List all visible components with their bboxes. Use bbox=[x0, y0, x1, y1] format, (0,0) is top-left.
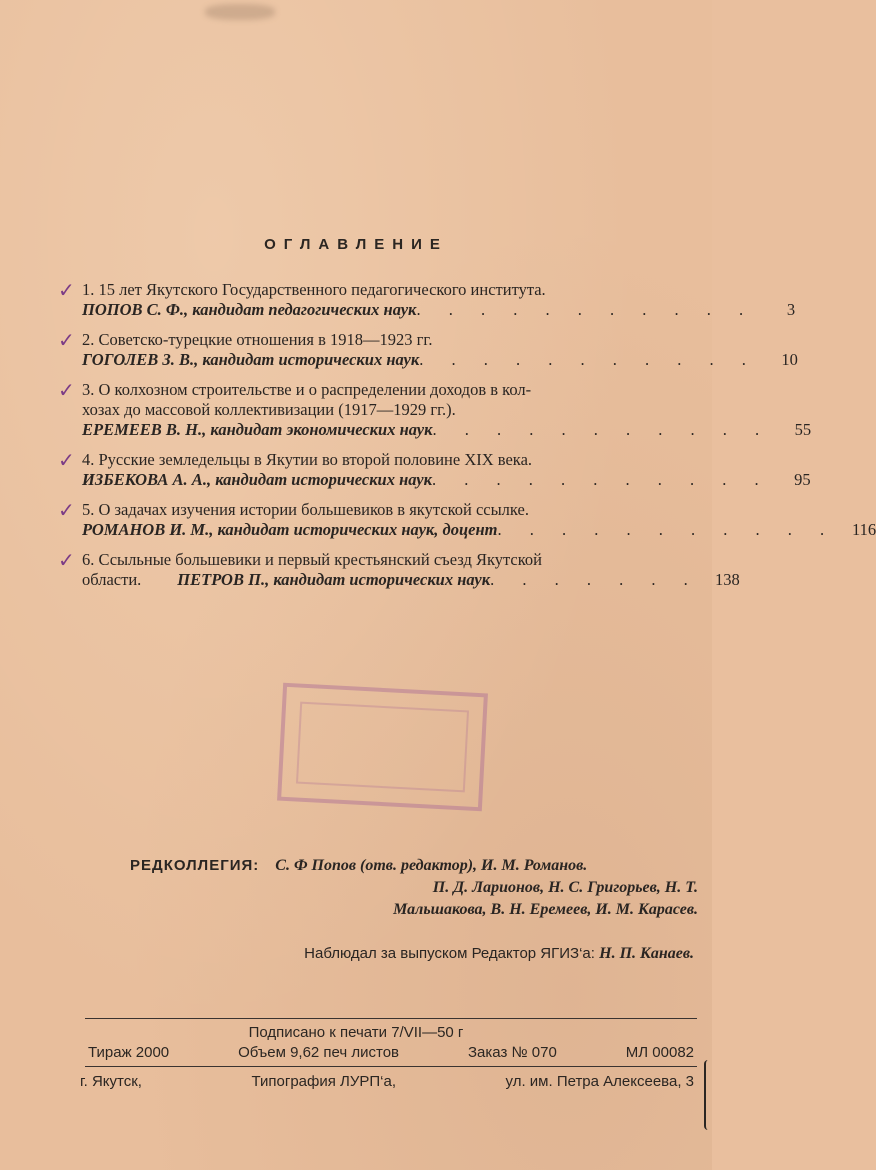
editorial-board bbox=[130, 855, 698, 921]
checkmark-icon: ✓ bbox=[58, 498, 75, 522]
printer: Типография ЛУРП‘а, bbox=[251, 1073, 397, 1090]
toc-page-number: 116 bbox=[851, 520, 876, 539]
toc-author: ПОПОВ С. Ф., кандидат педагогических наук bbox=[82, 300, 417, 319]
checkmark-icon: ✓ bbox=[58, 448, 75, 472]
toc-title-continued: области. bbox=[82, 570, 142, 589]
margin-bracket bbox=[704, 1060, 712, 1130]
table-of-contents bbox=[58, 278, 876, 600]
divider bbox=[85, 1018, 697, 1019]
toc-title: 5. О задачах изучения истории большевиков в якутской ссылке. bbox=[82, 500, 529, 519]
toc-author: ГОГОЛЕВ З. В., кандидат исторических наук bbox=[82, 350, 420, 369]
toc-page-number: 95 bbox=[794, 470, 811, 489]
toc-page-number: 138 bbox=[715, 570, 740, 589]
checkmark-icon: ✓ bbox=[58, 278, 75, 302]
imprint-address-row bbox=[80, 1073, 694, 1090]
toc-page-number: 55 bbox=[794, 420, 812, 439]
catalog-code: МЛ 00082 bbox=[625, 1044, 694, 1061]
toc-entry[interactable]: ✓ 5. О задачах изучения истории большевиков в якутской ссылке. РОМАНОВ И. М., кандидат исторических наук, доцент . . . . . . . . . . . 116 bbox=[58, 498, 876, 539]
supervisor-line bbox=[304, 945, 694, 963]
toc-entry[interactable]: ✓ 2. Советско-турецкие отношения в 1918—1923 гг. ГОГОЛЕВ З. В., кандидат исторических наук . . . . . . . . . . . 10 bbox=[58, 328, 798, 369]
toc-entry[interactable]: ✓ 4. Русские земледельцы в Якутии во второй половине XIX века. ИЗБЕКОВА А. А., кандидат исторических наук . . . . . . . . . . . 95 bbox=[58, 448, 811, 489]
toc-entry[interactable]: ✓ 6. Ссыльные большевики и первый крестьянский съезд Якутской области. ПЕТРОВ П., кандидат исторических наук . . . . . . . 138 bbox=[58, 548, 740, 589]
toc-title: 6. Ссыльные большевики и первый крестьянский съезд Якутской bbox=[82, 550, 542, 569]
order-number: Заказ № 070 bbox=[468, 1044, 557, 1061]
toc-page-number: 10 bbox=[781, 350, 798, 369]
editorial-line-3: Мальшакова, В. Н. Еремеев, И. М. Карасев. bbox=[393, 901, 698, 918]
editorial-line-1: С. Ф Попов (отв. редактор), И. М. Романов. bbox=[275, 857, 588, 874]
toc-author: РОМАНОВ И. М., кандидат исторических наук, доцент bbox=[82, 520, 498, 539]
toc-entry[interactable]: ✓ 1. 15 лет Якутского Государственного педагогического института. ПОПОВ С. Ф., кандидат педагогических наук . . . . . . . . . . . 3 bbox=[58, 278, 796, 319]
library-stamp bbox=[277, 683, 488, 812]
circulation: Тираж 2000 bbox=[88, 1044, 170, 1061]
checkmark-icon: ✓ bbox=[58, 548, 75, 572]
toc-page-number: 3 bbox=[786, 300, 796, 319]
divider bbox=[85, 1066, 697, 1067]
imprint-row bbox=[88, 1044, 694, 1061]
address: ул. им. Петра Алексеева, 3 bbox=[505, 1073, 694, 1090]
editorial-label: РЕДКОЛЛЕГИЯ: bbox=[130, 857, 260, 874]
toc-title: 2. Советско-турецкие отношения в 1918—1923 гг. bbox=[82, 330, 433, 349]
supervisor-name: Н. П. Канаев. bbox=[599, 945, 694, 962]
toc-heading: ОГЛАВЛЕНИЕ bbox=[264, 236, 448, 253]
toc-title-continued: хозах до массовой коллективизации (1917—1929 гг.). bbox=[82, 400, 456, 419]
toc-author: ЕРЕМЕЕВ В. Н., кандидат экономических наук bbox=[82, 420, 433, 439]
checkmark-icon: ✓ bbox=[58, 378, 75, 402]
toc-title: 4. Русские земледельцы в Якутии во второй половине XIX века. bbox=[82, 450, 533, 469]
toc-title: 1. 15 лет Якутского Государственного педагогического института. bbox=[82, 280, 546, 299]
toc-author: ИЗБЕКОВА А. А., кандидат исторических наук bbox=[82, 470, 432, 489]
toc-author: ПЕТРОВ П., кандидат исторических наук bbox=[177, 570, 491, 589]
city: г. Якутск, bbox=[80, 1073, 142, 1090]
volume: Объем 9,62 печ листов bbox=[238, 1044, 400, 1061]
ink-smudge bbox=[205, 4, 275, 20]
checkmark-icon: ✓ bbox=[58, 328, 75, 352]
toc-entry[interactable]: ✓ 3. О колхозном строительстве и о распределении доходов в кол- хозах до массовой коллективизации (1917—1929 гг.). ЕРЕМЕЕВ В. Н., кандидат экономических наук . . . . . . . . . . . 55 bbox=[58, 378, 812, 439]
editorial-line-2: П. Д. Ларионов, Н. С. Григорьев, Н. Т. bbox=[432, 879, 698, 896]
supervisor-text: Наблюдал за выпуском Редактор ЯГИЗ‘а: bbox=[304, 945, 595, 962]
toc-title: 3. О колхозном строительстве и о распределении доходов в кол- bbox=[82, 380, 532, 399]
signed-to-print: Подписано к печати 7/VII—50 г bbox=[248, 1024, 464, 1041]
